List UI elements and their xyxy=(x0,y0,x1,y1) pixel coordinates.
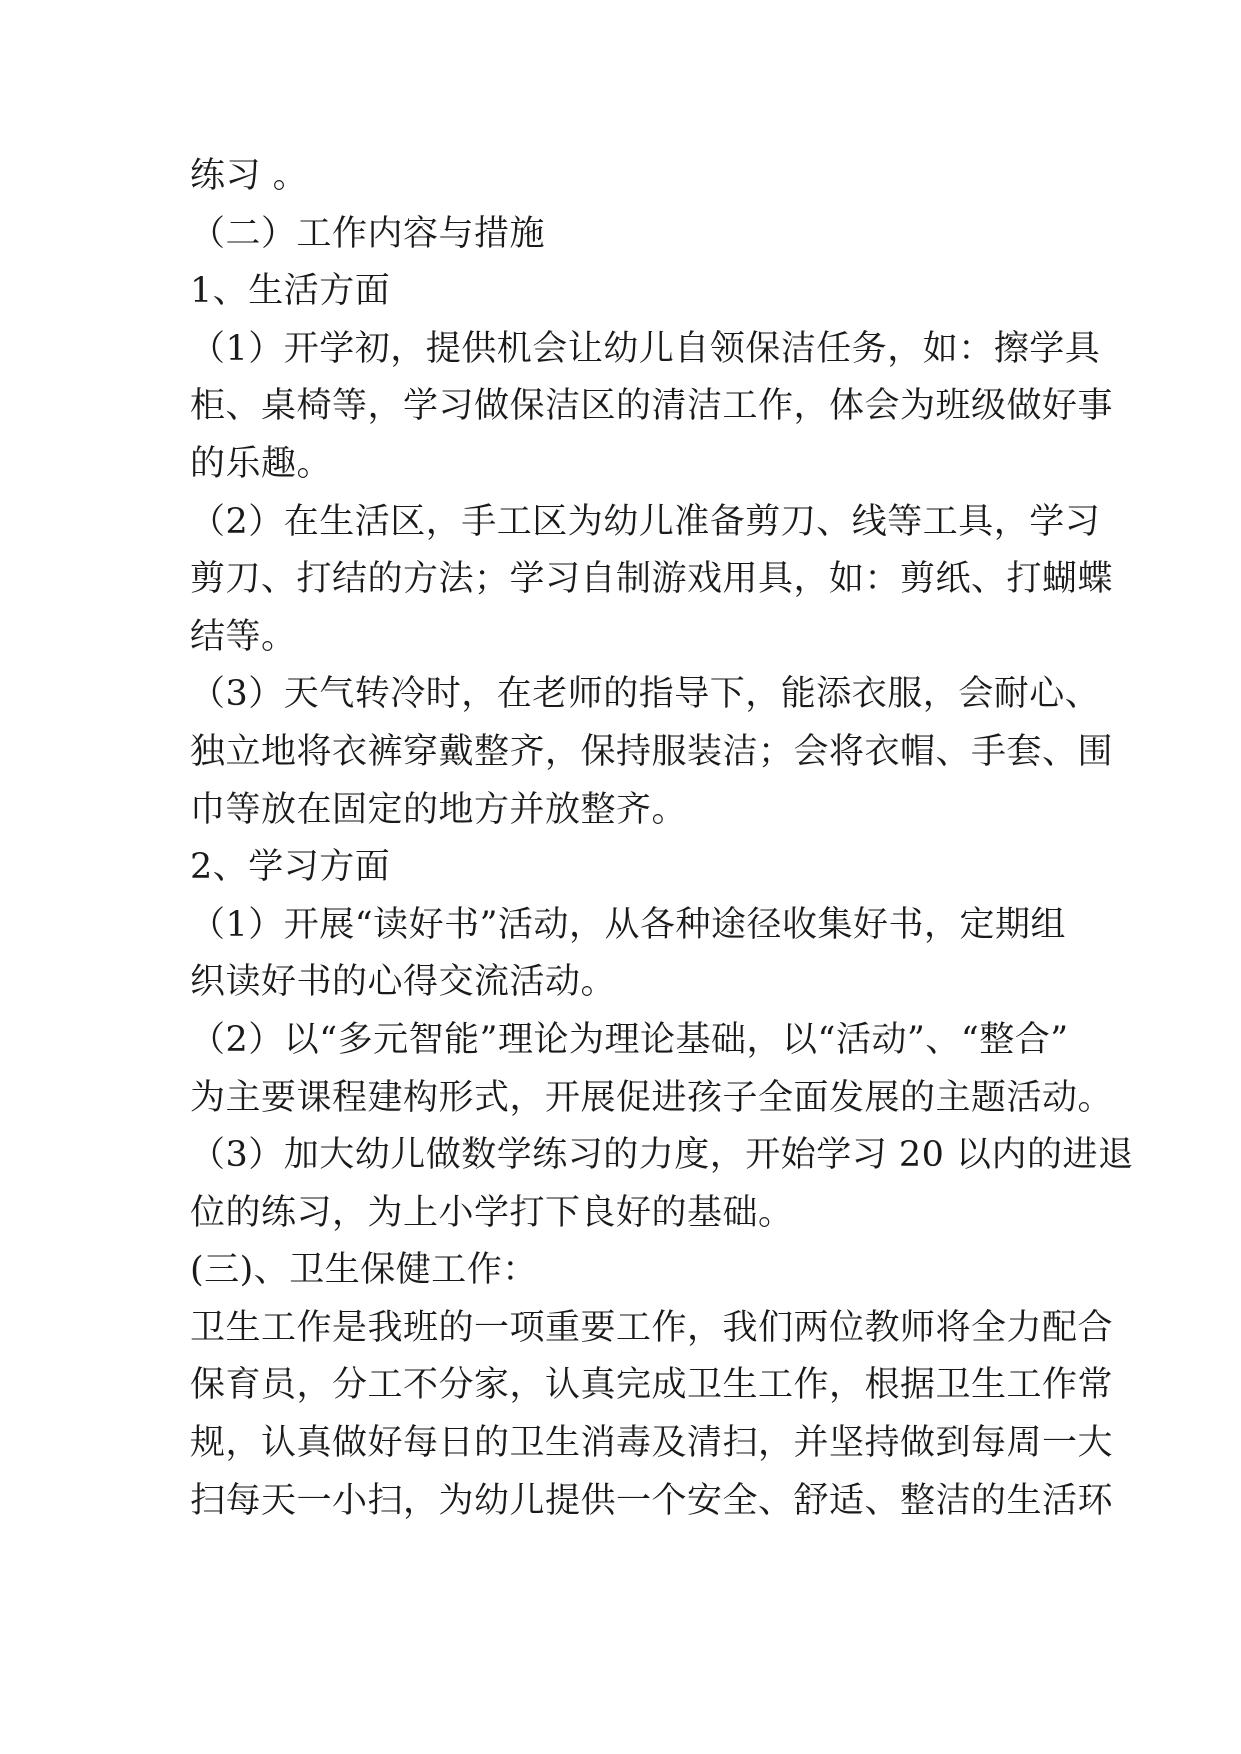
text-line: 织读好书的心得交流活动。 xyxy=(190,962,617,1003)
text-line: 卫生工作是我班的一项重要工作，我们两位教师将全力配合 xyxy=(190,1307,1114,1348)
text-line: （2）以“多元智能”理论为理论基础，以“活动”、“整合” xyxy=(190,1019,1069,1060)
text-line: （1）开学初，提供机会让幼儿自领保洁任务，如：擦学具 xyxy=(190,328,1101,369)
text-line: 独立地将衣裤穿戴整齐，保持服装洁；会将衣帽、手套、围 xyxy=(190,731,1114,772)
text-line: 位的练习，为上小学打下良好的基础。 xyxy=(190,1192,794,1233)
text-line: 巾等放在固定的地方并放整齐。 xyxy=(190,789,688,830)
text-line: 柜、桌椅等，学习做保洁区的清洁工作，体会为班级做好事 xyxy=(190,386,1114,427)
text-line: 结等。 xyxy=(190,616,297,657)
text-line: 练习 。 xyxy=(190,156,309,196)
text-line: （3）加大幼儿做数学练习的力度，开始学习 20 以内的进退 xyxy=(190,1135,1134,1176)
text-line: （3）天气转冷时，在老师的指导下，能添衣服，会耐心、 xyxy=(190,674,1101,715)
section-heading: （二）工作内容与措施 xyxy=(190,213,546,254)
subsection-heading: 2、学习方面 xyxy=(190,847,391,888)
text-line: 保育员，分工不分家，认真完成卫生工作，根据卫生工作常 xyxy=(190,1365,1114,1406)
text-line: 的乐趣。 xyxy=(190,443,333,484)
document-body xyxy=(190,148,1134,1530)
text-line: 扫每天一小扫，为幼儿提供一个安全、舒适、整洁的生活环 xyxy=(190,1480,1114,1521)
section-heading: (三)、卫生保健工作： xyxy=(190,1250,538,1291)
subsection-heading: 1、生活方面 xyxy=(190,271,391,312)
text-line: 剪刀、打结的方法；学习自制游戏用具，如：剪纸、打蝴蝶 xyxy=(190,559,1114,600)
text-line: （2）在生活区，手工区为幼儿准备剪刀、线等工具，学习 xyxy=(190,501,1101,542)
text-line: 为主要课程建构形式，开展促进孩子全面发展的主题活动。 xyxy=(190,1077,1114,1118)
text-line: （1）开展“读好书”活动，从各种途径收集好书，定期组 xyxy=(190,904,1067,945)
text-line: 规，认真做好每日的卫生消毒及清扫，并坚持做到每周一大 xyxy=(190,1423,1114,1464)
